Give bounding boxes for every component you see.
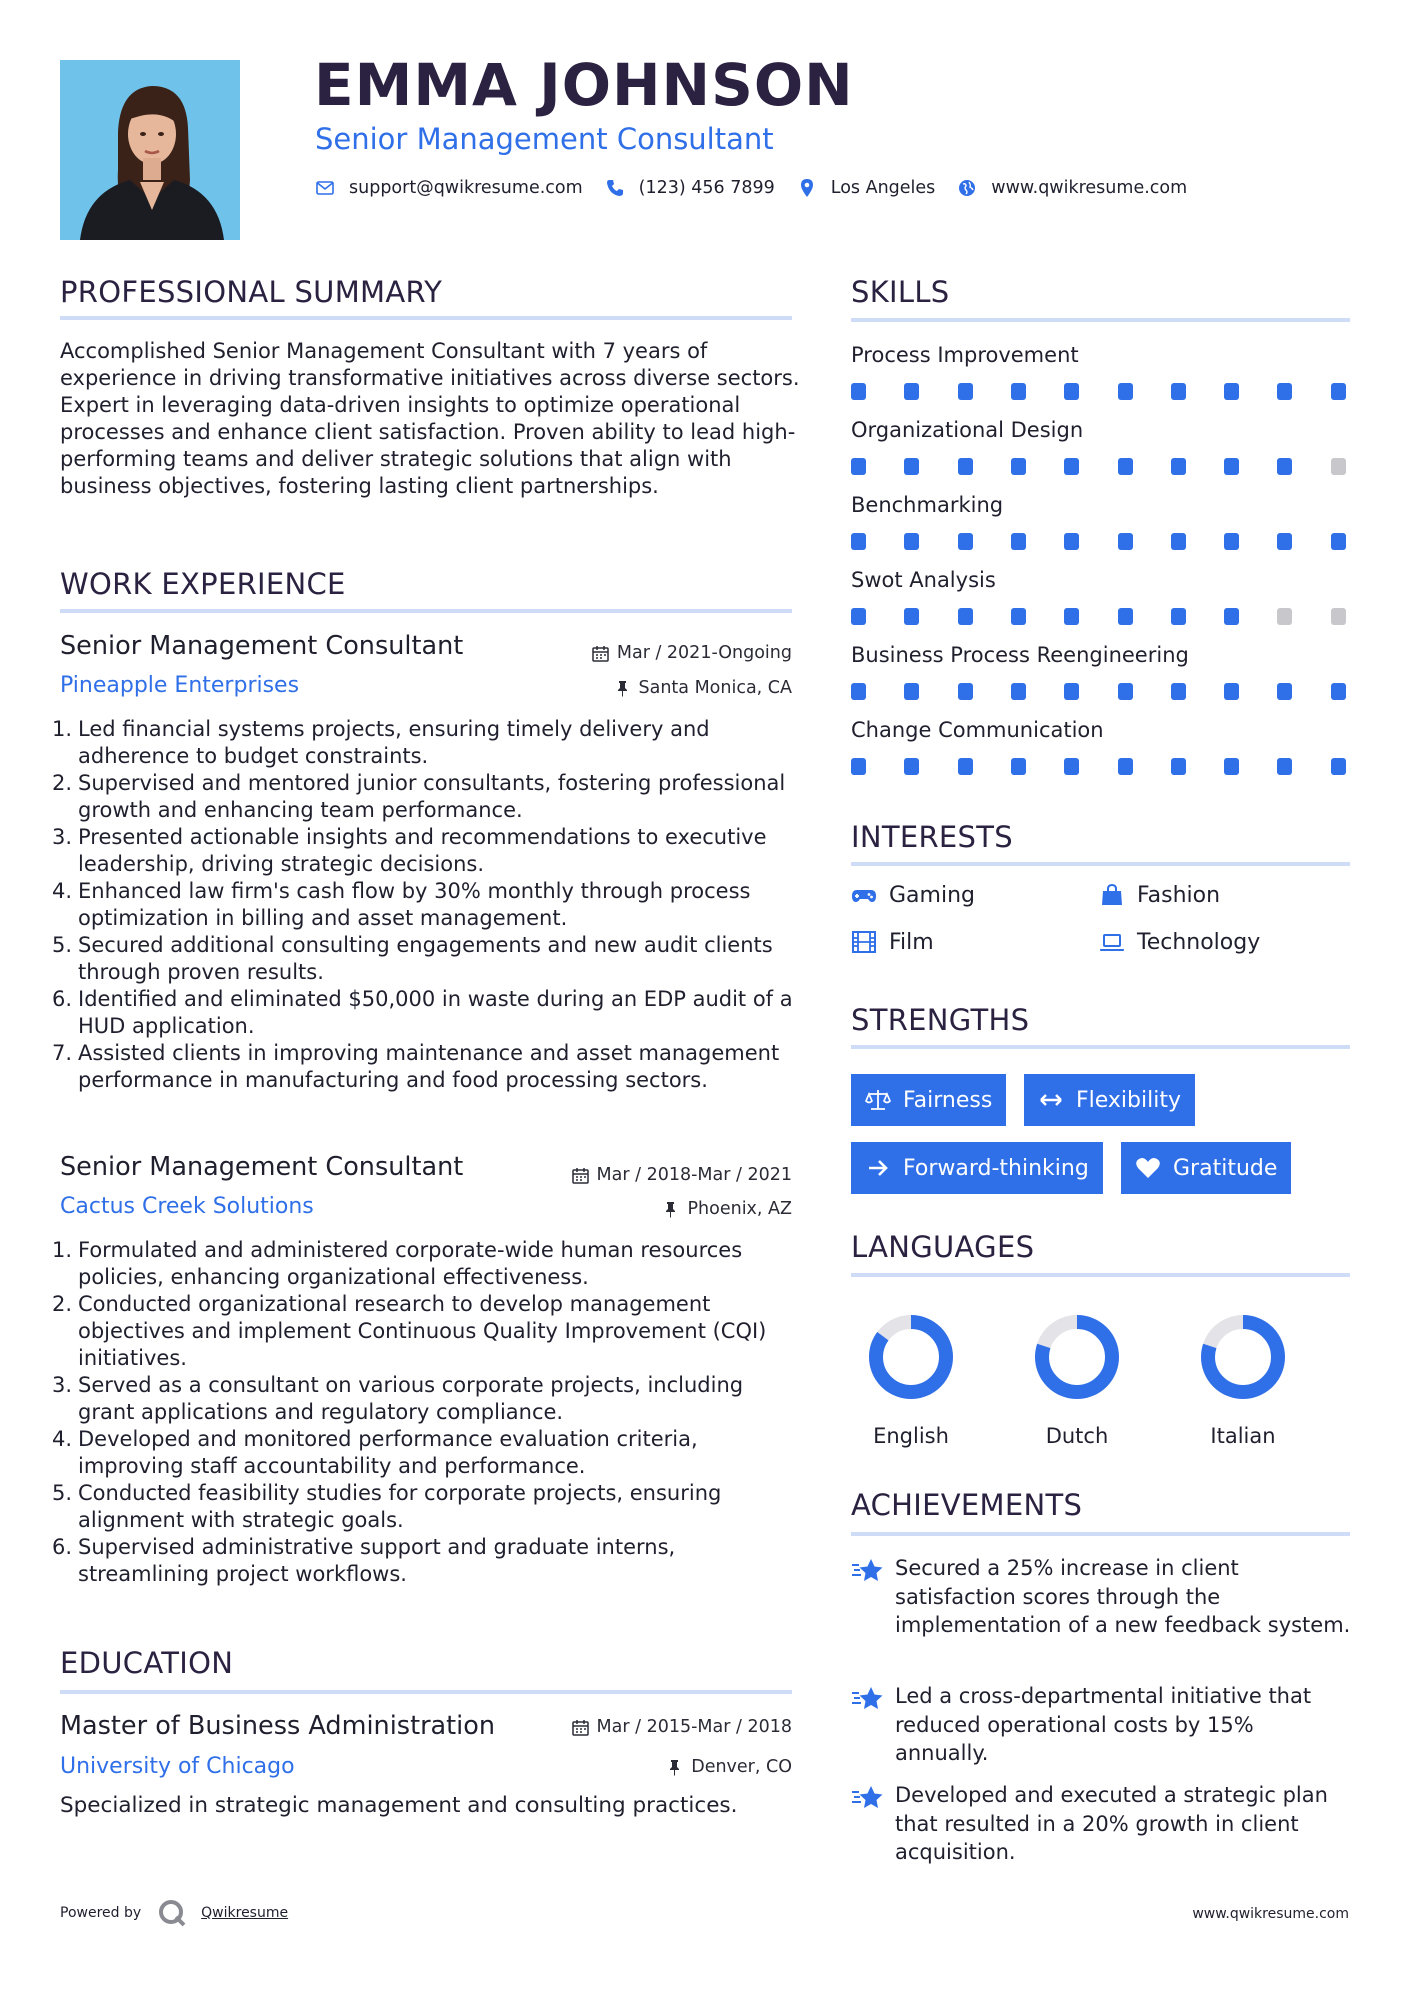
languages-rule: [851, 1273, 1350, 1277]
skill-dot-filled: [1171, 458, 1186, 475]
language-item: [856, 1312, 966, 1448]
skill-dot-filled: [1331, 683, 1346, 700]
education-heading: EDUCATION: [60, 1646, 234, 1680]
achievement-text: Led a cross-departmental initiative that reduced operational costs by 15% annually.: [895, 1684, 1312, 1765]
interest-film: [851, 929, 934, 955]
strength-chip-gratitude: [1121, 1142, 1291, 1194]
strengths-heading: STRENGTHS: [851, 1003, 1030, 1037]
skill-dot-filled: [1224, 683, 1239, 700]
interest-fashion: [1099, 882, 1220, 908]
skill-dot-filled: [1011, 683, 1026, 700]
summary-text: Accomplished Senior Management Consultant with 7 years of experience in driving transformative initiatives across diverse sectors. Expert in leveraging data-driven insights to optimize operational processes and enhance client satisfaction. Proven ability to lead high-performing teams and deliver strategic solutions that align with business objectives, fostering lasting client partnerships.: [60, 339, 800, 498]
skill-dot-filled: [1064, 533, 1079, 550]
bullet-text: Supervised administrative support and graduate interns, streamlining project workflows.: [78, 1535, 676, 1586]
job-1-dates-text: Mar / 2021-Ongoing: [616, 643, 792, 663]
skill-dot-filled: [904, 533, 919, 550]
skill-dot-filled: [1331, 533, 1346, 550]
strength-label: Forward-thinking: [903, 1155, 1089, 1181]
language-name: Dutch: [1045, 1424, 1109, 1448]
job-1-location-text: Santa Monica, CA: [638, 678, 792, 698]
skill-dot-filled: [851, 683, 866, 700]
contact-bar: [315, 178, 1209, 198]
skill-dot-empty: [1277, 608, 1292, 625]
interest-gaming: [851, 882, 975, 908]
skill-dot-filled: [1224, 533, 1239, 550]
list-item: 2. Conducted organizational research to develop management objectives and implement Continuous Quality Improvement (CQI) initiatives.: [50, 1291, 800, 1372]
skill-dot-filled: [1118, 608, 1133, 625]
skill-dot-filled: [1064, 683, 1079, 700]
achievements-rule: [851, 1532, 1350, 1536]
experience-heading: WORK EXPERIENCE: [60, 567, 346, 601]
skill-dot-filled: [904, 458, 919, 475]
summary-rule: [60, 316, 792, 320]
job-1-title: Senior Management Consultant: [60, 631, 464, 661]
skill-dot-filled: [851, 608, 866, 625]
skill-name: Benchmarking: [851, 493, 1004, 517]
skill-rating: [851, 608, 1350, 626]
education-dates: [572, 1717, 792, 1737]
bullet-text: Supervised and mentored junior consultants, fostering professional growth and enhancing team performance.: [78, 771, 786, 822]
job-1-bullets: [50, 716, 800, 1094]
interest-label: Fashion: [1137, 882, 1221, 908]
bullet-text: Identified and eliminated $50,000 in waste during an EDP audit of a HUD application.: [78, 987, 793, 1038]
skills-rule: [851, 318, 1350, 322]
interest-label: Film: [889, 929, 934, 955]
arrows-horizontal-icon: [1038, 1087, 1064, 1113]
candidate-role: Senior Management Consultant: [315, 122, 774, 156]
language-donut: [866, 1312, 956, 1402]
contact-email[interactable]: [315, 178, 583, 198]
qwikresume-logo-icon: [157, 1898, 187, 1928]
profile-photo: [60, 60, 240, 240]
skill-dot-filled: [1064, 758, 1079, 775]
education-location: [666, 1757, 792, 1777]
skill-name: Change Communication: [851, 718, 1104, 742]
skill-dot-filled: [1011, 533, 1026, 550]
brand-link[interactable]: Qwikresume: [201, 1905, 289, 1921]
skill-dot-filled: [1118, 533, 1133, 550]
contact-website[interactable]: [957, 178, 1187, 198]
education-degree: Master of Business Administration: [60, 1711, 496, 1741]
skill-name: Swot Analysis: [851, 568, 996, 592]
list-item: 4. Enhanced law firm's cash flow by 30% monthly through process optimization in billing and asset management.: [50, 878, 800, 932]
job-2-location-text: Phoenix, AZ: [687, 1199, 792, 1219]
contact-phone[interactable]: [605, 178, 775, 198]
bullet-text: Led financial systems projects, ensuring timely delivery and adherence to budget constraints.: [78, 717, 710, 768]
calendar-icon: [572, 1719, 589, 1736]
education-location-text: Denver, CO: [691, 1757, 792, 1777]
list-item: 5. Secured additional consulting engagements and new audit clients through proven results.: [50, 932, 800, 986]
skill-dot-filled: [1171, 758, 1186, 775]
skill-dot-filled: [1277, 533, 1292, 550]
language-item: [1188, 1312, 1298, 1448]
list-item: 1. Formulated and administered corporate-wide human resources policies, enhancing organizational effectiveness.: [50, 1237, 800, 1291]
list-item: 3. Presented actionable insights and recommendations to executive leadership, driving strategic decisions.: [50, 824, 800, 878]
contact-phone-text: (123) 456 7899: [638, 178, 775, 198]
skill-dot-filled: [1011, 383, 1026, 400]
job-1-company: Pineapple Enterprises: [60, 673, 300, 698]
achievement-item: [851, 1554, 1351, 1640]
skill-dot-filled: [1331, 383, 1346, 400]
strength-chip-forward-thinking: [851, 1142, 1103, 1194]
skill-dot-filled: [958, 383, 973, 400]
interest-technology: [1099, 929, 1260, 955]
gamepad-icon: [851, 882, 877, 908]
skill-dot-filled: [958, 458, 973, 475]
strength-label: Fairness: [903, 1087, 993, 1113]
interest-label: Technology: [1137, 929, 1261, 955]
skill-dot-filled: [1331, 758, 1346, 775]
skill-dot-filled: [1064, 383, 1079, 400]
job-2-location: [662, 1199, 792, 1219]
skill-dot-filled: [1224, 458, 1239, 475]
education-school: University of Chicago: [60, 1754, 295, 1779]
skill-rating: [851, 758, 1350, 776]
job-2-bullets: [50, 1237, 800, 1588]
bullet-text: Enhanced law firm's cash flow by 30% monthly through process optimization in billing and asset management.: [78, 879, 751, 930]
skill-dot-filled: [1171, 383, 1186, 400]
skill-dot-filled: [1277, 458, 1292, 475]
list-item: 5. Conducted feasibility studies for corporate projects, ensuring alignment with strategic goals.: [50, 1480, 800, 1534]
achievement-text: Secured a 25% increase in client satisfaction scores through the implementation of a new feedback system.: [895, 1556, 1351, 1637]
strength-chip-flexibility: [1024, 1074, 1195, 1126]
skill-dot-filled: [904, 608, 919, 625]
skill-dot-filled: [1224, 608, 1239, 625]
skill-name: Organizational Design: [851, 418, 1084, 442]
star-icon: [851, 1556, 885, 1586]
skill-rating: [851, 383, 1350, 401]
skill-dot-filled: [1118, 758, 1133, 775]
skill-dot-filled: [1011, 758, 1026, 775]
education-rule: [60, 1690, 792, 1694]
achievement-item: [851, 1781, 1351, 1867]
calendar-icon: [572, 1167, 589, 1184]
education-dates-text: Mar / 2015-Mar / 2018: [596, 1717, 792, 1737]
skill-dot-empty: [1331, 608, 1346, 625]
arrow-right-icon: [865, 1155, 891, 1181]
map-pin-icon: [797, 178, 817, 198]
contact-location: [797, 178, 936, 198]
contact-location-text: Los Angeles: [830, 178, 936, 198]
star-icon: [851, 1783, 885, 1813]
list-item: 6. Identified and eliminated $50,000 in waste during an EDP audit of a HUD application.: [50, 986, 800, 1040]
bullet-text: Secured additional consulting engagements and new audit clients through proven results.: [78, 933, 773, 984]
skills-heading: SKILLS: [851, 275, 950, 309]
skill-dot-filled: [958, 533, 973, 550]
skill-dot-filled: [904, 683, 919, 700]
contact-website-text: www.qwikresume.com: [991, 178, 1188, 198]
skill-dot-filled: [958, 683, 973, 700]
skill-dot-empty: [1331, 458, 1346, 475]
pushpin-icon: [614, 680, 631, 697]
strengths-rule: [851, 1045, 1350, 1049]
bullet-text: Formulated and administered corporate-wide human resources policies, enhancing organizational effectiveness.: [78, 1238, 743, 1289]
skill-name: Business Process Reengineering: [851, 643, 1189, 667]
bullet-text: Developed and monitored performance evaluation criteria, improving staff accountability and performance.: [78, 1427, 698, 1478]
list-item: 4. Developed and monitored performance evaluation criteria, improving staff accountability and performance.: [50, 1426, 800, 1480]
job-1-location: [614, 678, 793, 698]
bullet-text: Conducted feasibility studies for corporate projects, ensuring alignment with strategic goals.: [78, 1481, 722, 1532]
job-2-company: Cactus Creek Solutions: [60, 1194, 314, 1219]
achievement-text: Developed and executed a strategic plan that resulted in a 20% growth in client acquisition.: [895, 1783, 1328, 1864]
skill-dot-filled: [1064, 608, 1079, 625]
achievements-heading: ACHIEVEMENTS: [851, 1488, 1083, 1522]
list-item: 3. Served as a consultant on various corporate projects, including grant applications and regulatory compliance.: [50, 1372, 800, 1426]
bullet-text: Presented actionable insights and recommendations to executive leadership, driving strategic decisions.: [78, 825, 767, 876]
interest-label: Gaming: [889, 882, 975, 908]
interests-heading: INTERESTS: [851, 820, 1013, 854]
skill-dot-filled: [1118, 383, 1133, 400]
contact-email-text: support@qwikresume.com: [349, 178, 583, 198]
achievement-item: [851, 1682, 1351, 1768]
skill-rating: [851, 458, 1350, 476]
language-name: English: [873, 1424, 949, 1448]
job-2-dates-text: Mar / 2018-Mar / 2021: [596, 1165, 792, 1185]
bullet-text: Conducted organizational research to develop management objectives and implement Continuous Quality Improvement (CQI) initiatives.: [78, 1292, 767, 1370]
experience-rule: [60, 609, 792, 613]
star-icon: [851, 1684, 885, 1714]
skill-rating: [851, 683, 1350, 701]
skill-dot-filled: [1171, 533, 1186, 550]
skill-dot-filled: [851, 758, 866, 775]
powered-by: [60, 1898, 288, 1928]
skill-dot-filled: [904, 383, 919, 400]
strength-label: Flexibility: [1076, 1087, 1181, 1113]
candidate-name: EMMA JOHNSON: [314, 51, 854, 119]
list-item: 7. Assisted clients in improving maintenance and asset management performance in manufacturing and food processing sectors.: [50, 1040, 800, 1094]
skill-dot-filled: [904, 758, 919, 775]
skill-rating: [851, 533, 1350, 551]
bullet-text: Assisted clients in improving maintenance and asset management performance in manufacturing and food processing sectors.: [78, 1041, 780, 1092]
pushpin-icon: [666, 1759, 683, 1776]
skill-dot-filled: [1118, 458, 1133, 475]
language-donut: [1198, 1312, 1288, 1402]
list-item: 1. Led financial systems projects, ensuring timely delivery and adherence to budget constraints.: [50, 716, 800, 770]
skill-dot-filled: [958, 608, 973, 625]
skill-dot-filled: [1171, 608, 1186, 625]
heart-icon: [1135, 1155, 1161, 1181]
summary-heading: PROFESSIONAL SUMMARY: [60, 275, 443, 309]
phone-icon: [605, 178, 625, 198]
job-2-dates: [572, 1165, 792, 1185]
interests-rule: [851, 862, 1350, 866]
skill-dot-filled: [1011, 458, 1026, 475]
skill-dot-filled: [1064, 458, 1079, 475]
balance-scale-icon: [865, 1087, 891, 1113]
calendar-icon: [592, 645, 609, 662]
list-item: 2. Supervised and mentored junior consultants, fostering professional growth and enhancing team performance.: [50, 770, 800, 824]
footer-website[interactable]: www.qwikresume.com: [1192, 1906, 1349, 1922]
profile-portrait-image: [60, 60, 240, 240]
strength-chip-fairness: [851, 1074, 1006, 1126]
language-donut: [1032, 1312, 1122, 1402]
bullet-text: Served as a consultant on various corporate projects, including grant applications and regulatory compliance.: [78, 1373, 744, 1424]
skill-dot-filled: [1171, 683, 1186, 700]
envelope-icon: [315, 178, 335, 198]
skill-dot-filled: [1277, 758, 1292, 775]
skill-dot-filled: [1277, 383, 1292, 400]
globe-icon: [957, 178, 977, 198]
skill-dot-filled: [1011, 608, 1026, 625]
skill-dot-filled: [851, 533, 866, 550]
skill-dot-filled: [958, 758, 973, 775]
skill-dot-filled: [851, 383, 866, 400]
pushpin-icon: [662, 1201, 679, 1218]
laptop-icon: [1099, 929, 1125, 955]
languages-heading: LANGUAGES: [851, 1230, 1035, 1264]
shopping-bag-icon: [1099, 882, 1125, 908]
list-item: 6. Supervised administrative support and graduate interns, streamlining project workflows.: [50, 1534, 800, 1588]
skill-name: Process Improvement: [851, 343, 1079, 367]
skill-dot-filled: [1277, 683, 1292, 700]
powered-by-text: Powered by: [60, 1905, 142, 1921]
job-1-dates: [592, 643, 792, 663]
skill-dot-filled: [1224, 758, 1239, 775]
language-item: [1022, 1312, 1132, 1448]
skill-dot-filled: [851, 458, 866, 475]
education-description: Specialized in strategic management and consulting practices.: [60, 1793, 738, 1818]
skill-dot-filled: [1118, 683, 1133, 700]
film-icon: [851, 929, 877, 955]
language-name: Italian: [1210, 1424, 1276, 1448]
job-2-title: Senior Management Consultant: [60, 1152, 464, 1182]
strength-label: Gratitude: [1173, 1155, 1278, 1181]
skill-dot-filled: [1224, 383, 1239, 400]
